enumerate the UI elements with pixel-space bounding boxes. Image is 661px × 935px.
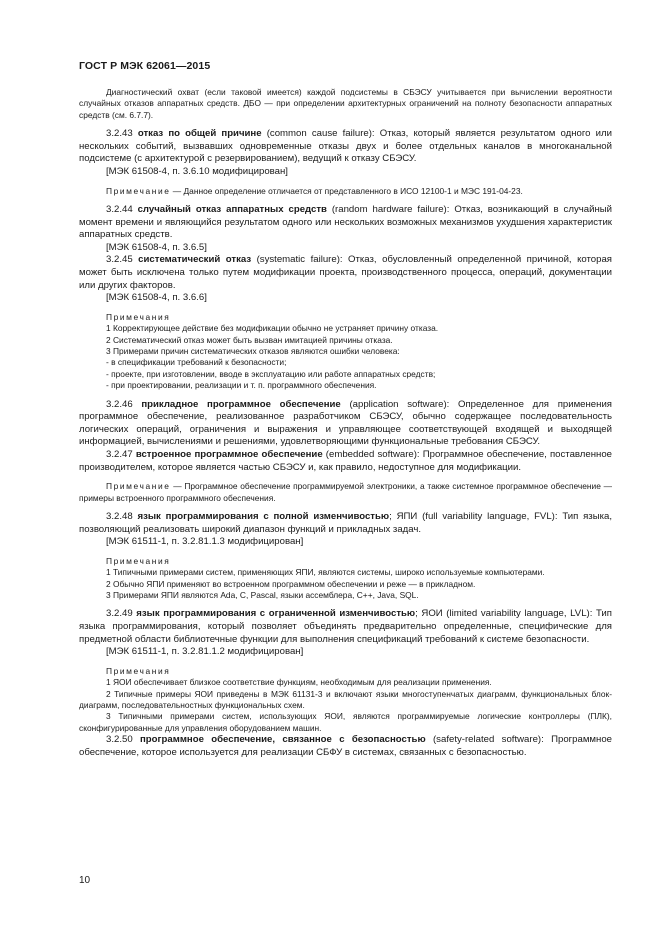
document-header: ГОСТ Р МЭК 62061—2015 [79,60,211,72]
note-item: 3 Примерами ЯПИ являются Ada, С, Pascal, языки ассемблера, С++, Java, SQL. [106,589,419,600]
note-label: Примечание [106,185,171,196]
notes-label: Примечания [106,555,171,566]
note-label: Примечание [106,481,171,492]
term-3-2-45 [79,254,612,292]
term-definition: (embedded software): Программное обеспечение, поставленное производителем, которое является частью СБЭСУ и, как правило, недоступное для модификации. [79,448,612,473]
term-name: программное обеспечение, связанное с безопасностью [140,734,426,746]
term-number: 3.2.50 [106,734,141,746]
note-item: - проекте, при изготовлении, вводе в эксплуатацию или работе аппаратных средств; [106,368,436,379]
term-name: систематический отказ [138,254,252,266]
note [79,481,612,504]
note-item: 2 Обычно ЯПИ применяют во встроенном программном обеспечении и реже — в прикладном. [106,578,476,589]
term-name: прикладное программное обеспечение [141,398,341,410]
term-3-2-44 [79,204,612,242]
term-3-2-48 [79,511,612,536]
term-name: язык программирования с полной изменчивостью [137,510,390,522]
note-item: 1 Корректирующее действие без модификации обычно не устраняет причину отказа. [106,323,439,334]
term-reference: [МЭК 61508-4, п. 3.6.10 модифицирован] [106,166,288,177]
term-name: отказ по общей причине [137,128,262,140]
paragraph-diagnostic-coverage: Диагностический охват (если таковой имеется) каждой подсистемы в СБЭСУ учитывается при вычислении вероятности случайных отказов аппаратных средств. ДБО — при определении архитектурных ограничений на полноту безопасности аппаратных средств (см. 6.7.7). [79,87,612,120]
term-name: язык программирования с ограниченной изменчивостью [136,608,416,620]
term-definition: (application software): Определенное для применения программное обеспечение, реализованное разработчиком СБЭСУ, обычно содержащее последовательность логических операций, ограничения и выражения и управляющее соответствующей входящей и выходящей информацией, вычислениями и решениями, удовлетворяющими функциональные требования СБЭСУ. [79,398,612,448]
note [79,186,612,197]
note-item: 1 ЯОИ обеспечивает близкое соответствие функциям, необходимым для реализации применения. [106,677,492,688]
term-name: встроенное программное обеспечение [135,448,323,460]
note-item: 2 Типичные примеры ЯОИ приведены в МЭК 61131-3 и включают языки многоступенчатых диаграмм, функциональных блок-диаграмм, последовательностных функциональных схем. [79,688,612,710]
note-item: 3 Примерами причин систематических отказов являются ошибки человека: [106,345,400,356]
term-3-2-43 [79,128,612,166]
term-3-2-49 [79,608,612,646]
term-number: 3.2.49 [106,608,137,620]
term-definition: (systematic failure): Отказ, обусловленный определенной причиной, которая может быть исключена только путем модификации проекта, производственного процесса, операций, документации или других факторов. [79,254,612,291]
term-reference: [МЭК 61508-4, п. 3.6.6] [106,292,207,304]
note-item: 1 Типичными примерами систем, применяющих ЯПИ, являются системы, широко используемые компьютерами. [106,567,545,578]
note-item: - в спецификации требований к безопасности; [106,357,287,368]
term-3-2-50 [79,734,612,759]
page-number: 10 [79,875,91,886]
term-name: случайный отказ аппаратных средств [137,204,327,215]
term-definition: ; ЯОИ (limited variability language, LVL): Тип языка программирования, который позволяет объединять предварительно определенные, специфические для предметной области библиотечные функции для выполнения спецификаций требований к системе безопасности. [79,608,612,645]
term-number: 3.2.43 [106,128,138,140]
note-text: — Программное обеспечение программируемой электроники, а также системное программное обеспечение — примеры встроенного программного обеспечения. [79,481,612,503]
term-3-2-47 [79,449,612,474]
term-number: 3.2.48 [106,510,138,522]
term-3-2-46 [79,399,612,449]
term-definition: ; ЯПИ (full variability language, FVL): Тип языка, позволяющий реализовать широкий диапазон функций и прикладных задач. [79,510,613,535]
term-definition: (random hardware failure): Отказ, возникающий в случайный момент времени и являющийся результатом одного или нескольких возможных механизмов ухудшения характеристик аппаратных средств. [79,204,612,241]
term-reference: [МЭК 61511-1, п. 3.2.81.1.2 модифицирован] [106,646,304,658]
document-body [79,87,612,759]
notes-label: Примечания [106,665,171,676]
term-number: 3.2.44 [106,204,138,215]
note-item: - при проектировании, реализации и т. п. программного обеспечения. [106,380,377,391]
notes-label: Примечания [106,311,171,322]
term-definition: (safety-related software): Программное обеспечение, которое используется для реализации СБФУ в системах, связанных с безопасностью. [79,734,612,758]
term-reference: [МЭК 61508-4, п. 3.6.5] [106,241,207,253]
term-number: 3.2.45 [106,254,139,266]
term-definition: (common cause failure): Отказ, который является результатом одного или нескольких событий, вызвавших одновременные отказы двух и более отдельных каналов в многоканальной подсистеме (с архитектурой с резервированием), ведущий к отказу СБЭСУ. [79,128,612,165]
term-number: 3.2.47 [106,448,136,460]
note-item: 3 Типичными примерами систем, использующих ЯОИ, являются программируемые логические контроллеры (ПЛК), сконфигурированные для управления оборудованием машин. [79,711,612,733]
note-item: 2 Систематический отказ может быть вызван имитацией причины отказа. [106,334,393,345]
term-reference: [МЭК 61511-1, п. 3.2.81.1.3 модифицирован] [106,536,304,548]
term-number: 3.2.46 [106,398,142,410]
note-text: — Данное определение отличается от представленного в ИСО 12100-1 и МЭС 191-04-23. [170,185,523,196]
